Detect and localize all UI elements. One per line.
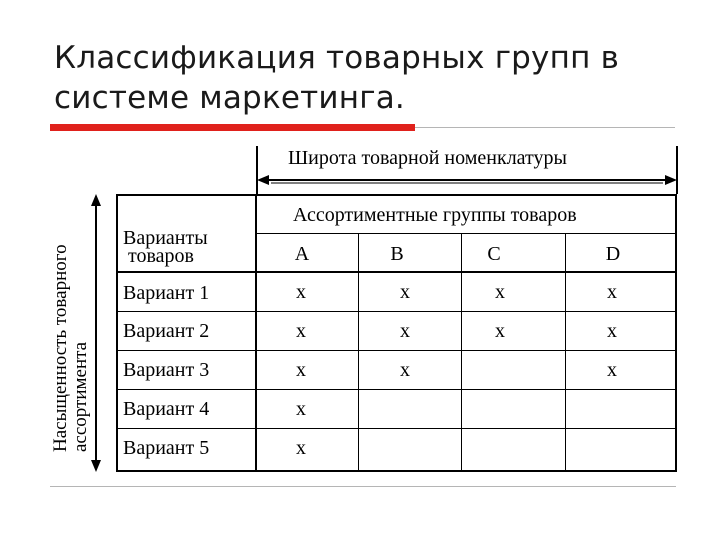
cell-2-a: x: [296, 320, 306, 342]
depth-label-line-2: ассортимента: [70, 341, 91, 452]
table-col-divider-labels: [255, 194, 257, 472]
column-header-b: B: [390, 243, 404, 265]
groups-header: Ассортиментные группы товаров: [293, 204, 577, 226]
cell-2-d: x: [607, 320, 617, 342]
variants-header-line-2: товаров: [128, 245, 194, 267]
column-header-a: A: [294, 243, 310, 265]
cell-2-c: x: [495, 320, 505, 342]
depth-label-line-1: Насыщенность товарного: [50, 244, 71, 452]
title-divider: [415, 127, 675, 128]
table-row-divider-2: [116, 350, 677, 351]
cell-4-a: x: [296, 398, 306, 420]
column-header-d: D: [605, 243, 621, 265]
width-arrow: [257, 174, 677, 186]
title-accent-rule: [50, 124, 415, 131]
width-label: Широта товарной номенклатуры: [288, 147, 567, 169]
bottom-divider: [50, 486, 676, 487]
cell-5-a: x: [296, 437, 306, 459]
cell-3-d: x: [607, 359, 617, 381]
cell-3-a: x: [296, 359, 306, 381]
table-row-divider-3: [116, 389, 677, 390]
width-box-right-edge: [676, 146, 678, 194]
table-row-divider-1: [116, 311, 677, 312]
row-label-2: Вариант 2: [123, 320, 210, 342]
cell-1-a: x: [296, 281, 306, 303]
cell-1-b: x: [400, 281, 410, 303]
title-line-1: Классификация товарных групп в: [54, 40, 620, 76]
table-col-divider-2: [461, 233, 462, 472]
table-row-divider-4: [116, 428, 677, 429]
table-header-divider: [116, 271, 677, 273]
width-box-left-edge: [256, 146, 258, 194]
title-line-2: системе маркетинга.: [54, 80, 405, 116]
cell-1-c: x: [495, 281, 505, 303]
row-label-3: Вариант 3: [123, 359, 210, 381]
table-col-divider-3: [565, 233, 566, 472]
table-groups-header-divider: [256, 233, 676, 234]
row-label-5: Вариант 5: [123, 437, 210, 459]
cell-1-d: x: [607, 281, 617, 303]
variants-header-line-1: Варианты: [123, 227, 208, 249]
column-header-c: C: [487, 243, 501, 265]
row-label-4: Вариант 4: [123, 398, 210, 420]
table-col-divider-1: [358, 233, 359, 472]
cell-3-b: x: [400, 359, 410, 381]
slide-title: [54, 38, 694, 118]
row-label-1: Вариант 1: [123, 282, 210, 304]
cell-2-b: x: [400, 320, 410, 342]
